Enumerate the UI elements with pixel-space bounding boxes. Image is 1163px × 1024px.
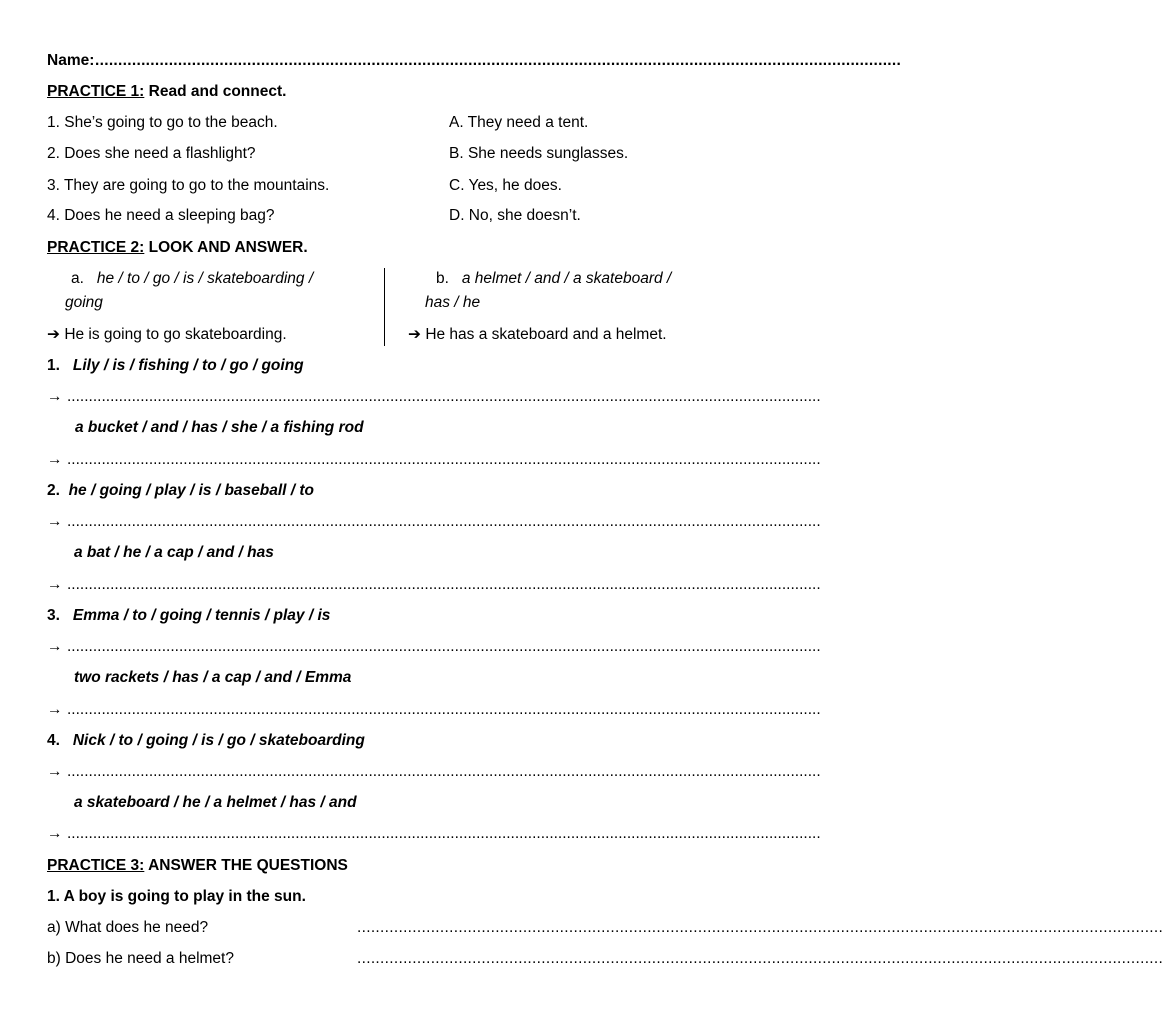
name-answer-line[interactable]: ............................................................................................................................................................................... bbox=[95, 52, 902, 69]
arrow-icon: ➔ bbox=[47, 326, 60, 343]
arrow-icon: → bbox=[47, 513, 63, 530]
question-a: a) What does he need? bbox=[47, 919, 209, 936]
arrow-icon: → bbox=[47, 388, 63, 405]
name-label: Name: bbox=[47, 52, 95, 69]
practice-1-title: PRACTICE 1: bbox=[47, 83, 145, 100]
arrow-icon: → bbox=[47, 451, 63, 468]
p1-right-item: C. Yes, he does. bbox=[449, 177, 562, 194]
practice-2-heading bbox=[47, 239, 308, 257]
p1-right-item: B. She needs sunglasses. bbox=[449, 145, 629, 162]
answer-line[interactable]: → ............................................................................................................................................................................... bbox=[47, 451, 821, 468]
exercise-1-prompt-2: a bucket / and / has / she / a fishing rod bbox=[75, 419, 364, 436]
practice-3-question-title: 1. A boy is going to play in the sun. bbox=[47, 888, 306, 905]
practice-3-instruction: ANSWER THE QUESTIONS bbox=[148, 857, 348, 874]
question-b: b) Does he need a helmet? bbox=[47, 950, 234, 967]
column-divider bbox=[384, 268, 385, 346]
exercise-3-prompt: 3. Emma / to / going / tennis / play / is bbox=[47, 607, 331, 624]
exercise-2-prompt-2: a bat / he / a cap / and / has bbox=[74, 544, 274, 561]
arrow-icon: ➔ bbox=[408, 326, 421, 343]
answer-line[interactable]: → ............................................................................................................................................................................... bbox=[47, 763, 821, 780]
arrow-icon: → bbox=[47, 763, 63, 780]
example-a-words: he / to / go / is / skateboarding / bbox=[96, 270, 314, 287]
answer-line[interactable]: → ............................................................................................................................................................................... bbox=[47, 825, 821, 842]
exercise-3-prompt-2: two rackets / has / a cap / and / Emma bbox=[74, 669, 352, 686]
answer-line[interactable]: → ............................................................................................................................................................................... bbox=[47, 638, 821, 655]
example-a-label: a. bbox=[71, 270, 84, 287]
practice-3-heading bbox=[47, 857, 348, 875]
example-b-words: a helmet / and / a skateboard / bbox=[461, 270, 672, 287]
example-b-label: b. bbox=[436, 270, 449, 287]
answer-line-a[interactable]: ............................................................................................................................................................................... bbox=[357, 919, 1163, 936]
answer-line[interactable]: → ............................................................................................................................................................................... bbox=[47, 576, 821, 593]
example-b-words-cont: has / he bbox=[425, 294, 481, 311]
example-a-prompt bbox=[71, 270, 313, 288]
example-b-answer: ➔ He has a skateboard and a helmet. bbox=[408, 326, 667, 343]
arrow-icon: → bbox=[47, 638, 63, 655]
p1-right-item: D. No, she doesn’t. bbox=[449, 207, 581, 224]
p1-left-item: 4. Does he need a sleeping bag? bbox=[47, 207, 275, 224]
p1-left-item: 2. Does she need a flashlight? bbox=[47, 145, 256, 162]
example-b-prompt bbox=[436, 270, 671, 288]
p1-left-item: 1. She’s going to go to the beach. bbox=[47, 114, 278, 131]
p1-left-item: 3. They are going to go to the mountains. bbox=[47, 177, 330, 194]
answer-line-b[interactable]: ............................................................................................................................................................................... bbox=[357, 950, 1163, 967]
arrow-icon: → bbox=[47, 825, 63, 842]
arrow-icon: → bbox=[47, 576, 63, 593]
answer-line[interactable]: → ............................................................................................................................................................................... bbox=[47, 388, 821, 405]
example-a-answer: ➔ He is going to go skateboarding. bbox=[47, 326, 287, 343]
exercise-4-prompt-2: a skateboard / he / a helmet / has / and bbox=[74, 794, 357, 811]
practice-2-title: PRACTICE 2: bbox=[47, 239, 145, 256]
example-a-words-cont: going bbox=[65, 294, 103, 311]
arrow-icon: → bbox=[47, 701, 63, 718]
practice-1-instruction: Read and connect. bbox=[148, 83, 287, 100]
practice-2-instruction: LOOK AND ANSWER. bbox=[148, 239, 308, 256]
p1-right-item: A. They need a tent. bbox=[449, 114, 589, 131]
practice-1-heading bbox=[47, 83, 286, 101]
answer-line[interactable]: → ............................................................................................................................................................................... bbox=[47, 701, 821, 718]
exercise-4-prompt: 4. Nick / to / going / is / go / skateboarding bbox=[47, 732, 365, 749]
exercise-1-prompt: 1. Lily / is / fishing / to / go / going bbox=[47, 357, 304, 374]
practice-3-title: PRACTICE 3: bbox=[47, 857, 145, 874]
answer-line[interactable]: → ............................................................................................................................................................................... bbox=[47, 513, 821, 530]
exercise-2-prompt: 2. he / going / play / is / baseball / to bbox=[47, 482, 315, 499]
